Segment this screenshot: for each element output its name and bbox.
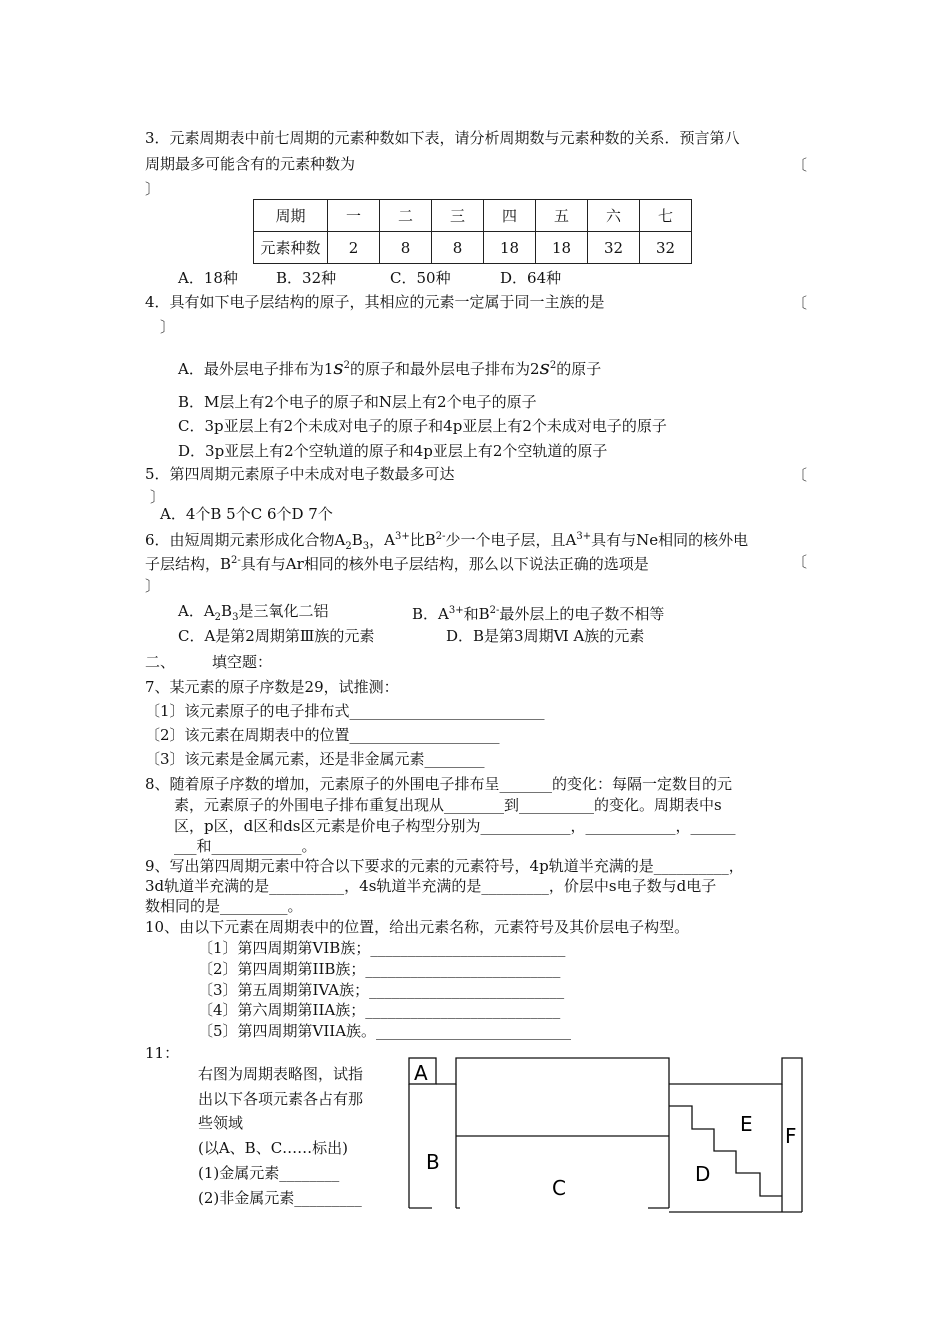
table-cell: 三 xyxy=(432,200,484,232)
q10-item-4: 〔4〕第六周期第IIA族；__________________________ xyxy=(198,1001,561,1019)
text: 少一个电子层，且A xyxy=(445,531,577,549)
text: 比B xyxy=(409,531,436,549)
q4-option-d: D．3p亚层上有2个空轨道的原子和4p亚层上有2个空轨道的原子 xyxy=(178,442,608,460)
text: A．A xyxy=(178,602,215,620)
subscript: 3 xyxy=(232,612,239,623)
text: B xyxy=(221,602,233,620)
superscript: 2- xyxy=(231,555,241,566)
label-a: A xyxy=(414,1061,428,1085)
q6-line2 xyxy=(145,551,649,574)
superscript: 2 xyxy=(549,360,557,371)
q4-option-c: C．3p亚层上有2个未成对电子的原子和4p亚层上有2个未成对电子的原子 xyxy=(178,417,667,435)
q6-option-a xyxy=(178,601,328,628)
q6-paren-close: 〕 xyxy=(145,577,161,595)
subscript: 2 xyxy=(214,612,222,623)
q3-option-a: A．18种 xyxy=(178,269,238,287)
q3-option-c: C．50种 xyxy=(390,269,451,287)
q9-line-2: 3d轨道半充满的是__________，4s轨道半充满的是_________，价层中s电子数与d电子 xyxy=(145,877,717,895)
section-number: 二、 xyxy=(145,653,176,671)
superscript: 2 xyxy=(343,360,351,371)
q5-stem: 5．第四周期元素原子中未成对电子数最多可达 xyxy=(145,465,455,483)
text: 是三氧化二铝 xyxy=(238,602,329,620)
table-cell: 18 xyxy=(536,232,588,264)
label-f: F xyxy=(785,1124,797,1148)
text: 子层结构，B xyxy=(145,555,232,573)
q3-line2: 周期最多可能含有的元素种数为 xyxy=(145,155,356,173)
superscript: 2- xyxy=(489,605,500,616)
q5-options: A．4个B 5个C 6个D 7个 xyxy=(160,505,333,523)
q4-paren-open: 〔 xyxy=(792,294,808,312)
q11-text-6: (2)非金属元素_________ xyxy=(198,1189,362,1207)
table-cell: 8 xyxy=(380,232,432,264)
q7-item-3: 〔3〕该元素是金属元素，还是非金属元素________ xyxy=(145,750,485,768)
text: 的原子 xyxy=(556,360,602,378)
q6-option-b xyxy=(412,601,664,624)
subscript: 3 xyxy=(362,541,370,552)
label-c: C xyxy=(552,1176,566,1200)
superscript: 3+ xyxy=(448,605,464,616)
period-table xyxy=(253,199,692,264)
period-table-data-row xyxy=(254,232,692,264)
q6-option-c: C．A是第2周期第Ⅲ族的元素 xyxy=(178,627,375,645)
orbital-s: s xyxy=(539,355,550,379)
section-title: 填空题： xyxy=(212,653,273,671)
table-cell: 2 xyxy=(328,232,380,264)
q6-option-d: D．B是第3周期Ⅵ A族的元素 xyxy=(446,627,645,645)
q3-line1: 3．元素周期表中前七周期的元素种数如下表，请分析周期数与元素种数的关系．预言第八 xyxy=(145,129,740,147)
table-cell: 二 xyxy=(380,200,432,232)
metal-nonmetal-staircase xyxy=(669,1106,782,1196)
q4-stem: 4．具有如下电子层结构的原子，其相应的元素一定属于同一主族的是 xyxy=(145,293,605,311)
orbital-s: s xyxy=(333,355,344,379)
text: 具有与Ne相同的核外电 xyxy=(591,531,749,549)
label-d: D xyxy=(695,1162,711,1186)
q3-paren-open: 〔 xyxy=(792,156,808,174)
q10-item-2: 〔2〕第四周期第IIB族；__________________________ xyxy=(198,960,561,978)
text: 6．由短周期元素形成化合物A xyxy=(145,531,346,549)
q10-item-5: 〔5〕第四周期第VIIA族。__________________________ xyxy=(198,1022,572,1040)
table-cell: 8 xyxy=(432,232,484,264)
label-b: B xyxy=(426,1150,440,1174)
q3-option-b: B．32种 xyxy=(276,269,337,287)
q11-text-4: (以A、B、C……标出) xyxy=(198,1139,349,1157)
q10-item-1: 〔1〕第四周期第VIB族；__________________________ xyxy=(198,939,566,957)
q7-item-2: 〔2〕该元素在周期表中的位置____________________ xyxy=(145,726,500,744)
q10-stem: 10、由以下元素在周期表中的位置，给出元素名称，元素符号及其价层电子构型。 xyxy=(145,918,690,936)
table-cell: 32 xyxy=(640,232,692,264)
q4-paren-close: 〕 xyxy=(160,318,176,336)
q11-number: 11： xyxy=(145,1044,180,1062)
q8-line-3: 区，p区，d区和ds区元素是价电子构型分别为____________，____________，______ xyxy=(174,817,736,835)
q3-paren-close: 〕 xyxy=(145,180,161,198)
superscript: 3+ xyxy=(576,531,592,542)
table-cell: 18 xyxy=(484,232,536,264)
q11-text-3: 些领域 xyxy=(198,1114,244,1132)
table-cell: 元素种数 xyxy=(254,232,328,264)
text: B xyxy=(351,531,363,549)
q4-option-b: B．M层上有2个电子的原子和N层上有2个电子的原子 xyxy=(178,393,537,411)
periodic-table-sketch xyxy=(405,1055,805,1217)
text: 和B xyxy=(463,605,490,623)
table-cell: 六 xyxy=(588,200,640,232)
q9-line-3: 数相同的是_________。 xyxy=(145,897,303,915)
text: ，A xyxy=(369,531,396,549)
q4-option-a xyxy=(178,356,601,379)
q9-line-1: 9、写出第四周期元素中符合以下要求的元素的元素符号，4p轨道半充满的是__________， xyxy=(145,857,744,875)
table-cell: 四 xyxy=(484,200,536,232)
q8-line-2: 素，元素原子的外围电子排布重复出现从________到__________的变化。周期表中s xyxy=(174,796,722,814)
q8-line-4: ___和____________。 xyxy=(174,837,317,855)
q5-paren-open: 〔 xyxy=(792,466,808,484)
text: 具有与Ar相同的核外电子层结构，那么以下说法正确的选项是 xyxy=(240,555,649,573)
q6-paren-open: 〔 xyxy=(792,553,808,571)
text: 的原子和最外层电子排布为2 xyxy=(350,360,540,378)
table-cell: 一 xyxy=(328,200,380,232)
q7-stem: 7、某元素的原子序数是29，试推测： xyxy=(145,678,399,696)
q7-item-1: 〔1〕该元素原子的电子排布式__________________________ xyxy=(145,702,545,720)
text: B．A xyxy=(412,605,449,623)
q5-paren-close: 〕 xyxy=(150,488,166,506)
text: A．最外层电子排布为1 xyxy=(178,360,334,378)
subscript: 2 xyxy=(345,541,352,552)
label-e: E xyxy=(740,1112,753,1136)
q10-item-3: 〔3〕第五周期第IVA族；__________________________ xyxy=(198,981,565,999)
table-cell: 周期 xyxy=(254,200,328,232)
table-cell: 七 xyxy=(640,200,692,232)
q3-option-d: D．64种 xyxy=(500,269,562,287)
q11-text-2: 出以下各项元素各占有那 xyxy=(198,1090,364,1108)
superscript: 3+ xyxy=(395,531,410,542)
q11-text-1: 右图为周期表略图，试指 xyxy=(198,1065,364,1083)
q11-text-5: (1)金属元素________ xyxy=(198,1164,340,1182)
text: 最外层上的电子数不相等 xyxy=(499,605,665,623)
period-table-header-row xyxy=(254,200,692,232)
table-cell: 32 xyxy=(588,232,640,264)
superscript: 2- xyxy=(435,531,446,542)
q8-line-1: 8、随着原子序数的增加，元素原子的外围电子排布呈_______的变化：每隔一定数目的元 xyxy=(145,775,733,793)
table-cell: 五 xyxy=(536,200,588,232)
